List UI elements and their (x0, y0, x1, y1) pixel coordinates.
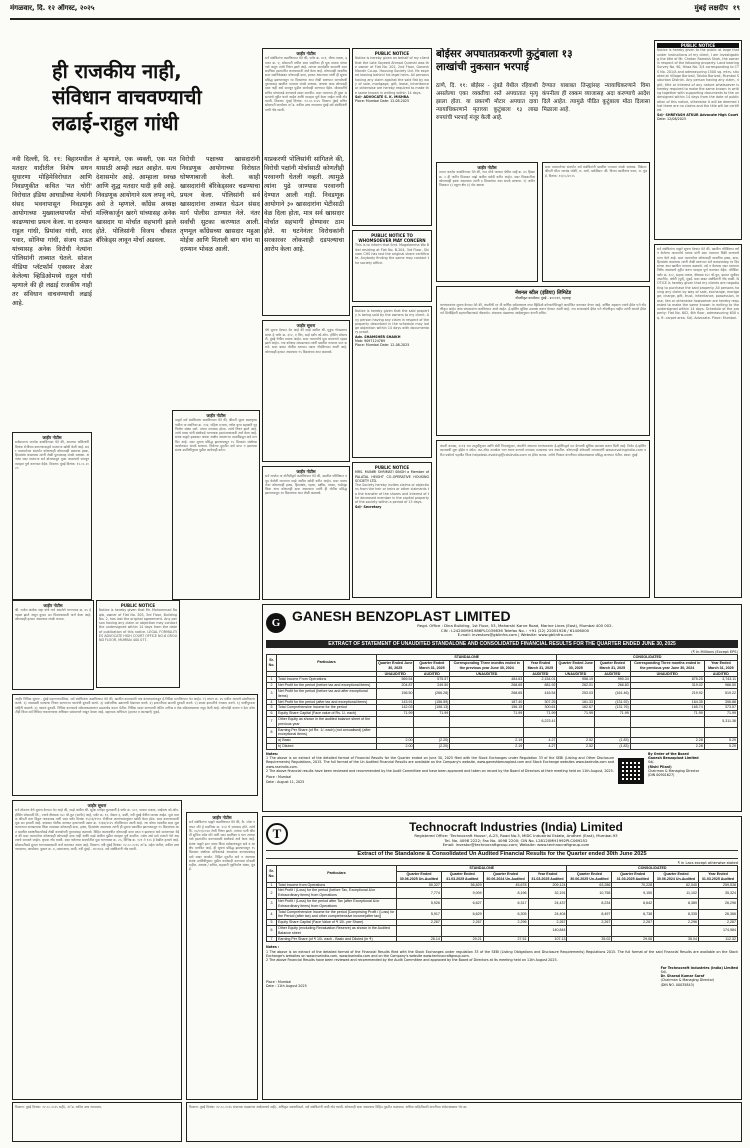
table-cell: 2,267 (612, 920, 654, 926)
column-header: Quarter Ended 30.06.2025 Un-Audited (397, 871, 442, 882)
row-particulars: Other Equity (excluding Revaluation Reserve) as shown in the Audited Balance sheet (277, 925, 397, 936)
table-row (267, 688, 738, 699)
table-cell: 2,267 (441, 920, 483, 926)
table-row (267, 716, 738, 727)
column-header: Year Ended March 31, 2025 (524, 660, 557, 671)
technocraft-ad: T Technocraft Industries (India) Limited Registered Office: 'Technocraft House', A-25, Road No.3, MIDC Industrial Estate, Andheri (East), Mumbai-93 Tel. No. 4098 2222; Fax No. 4098 2200; CIN No. L28120MH1992PLC069252 Email: investor@technocraftgroup.com; Website: www.technocraftgroup.com Extract of the Standalone & Consolidated Un Audited Financial Results for the Quarter ended 30th June 2025 ₹ in Lacs except otherwise stated Sr. No. Particulars STANDALONE CONSOLIDATED Quarter Ended 30.06.2025 Un-Audited Quarter Ended 31.03.2025 Audited Quarter Ended 30.06.2024 Un-Audited Year Ended 31.03.2025 Audited Quarter Ended 30.06.2025 Un-Audited Quarter Ended 31.03.2025 Audited Quarter Ended 30.06.2024 Un-Audited Year Ended 31.03.2025 Audited 1 Total Income from Operations 50,327 56,829 45,678 209,124 63,286 70,228 62,040 259,538 2 Net Profit / (Loss) for the period (before Tax, Exceptional &/or Extraordinary items) from Operations 7,774 9,009 8,196 32,191 10,758 9,150 11,102 35,324 3 Net Profit / (Loss) for the period after Tax (after Exceptional &/or Extraordinary items) from Operations 5,926 6,627 6,317 24,437 8,234 6,642 8,389 26,296 4 Total Comprehensive Income for the period [Comprising Profit / (Loss) for the Period (after tax) and other comprehensive income(after tax)] 5,917 6,629 6,305 24,404 8,497 6,738 8,335 26,366 5 Equity Share Capital (Face Value of ₹ 10/- per Share) 2,267 2,267 2,296 2,267 2,267 2,267 2,296 2,267 6 Other Equity (excluding Revaluation Reserve) as shown in the Audited Balance sheet 140,844 174,984 7 Earning Per Share (of ₹ 10/- each - Basic and Diluted (in ₹) 26.14 29.21 27.51 107.13 35.02 29.06 35.04 112.32 Notes : 1 The above is an extract of the detailed format of the Financial Results filed with the Stock Exchanges under regulation 33 of the SEBI (Listing Obligations and Disclosure Requirements) Regulations 2015. The full format of the said Financial Results are available on the Stock Exchange's websites on www.nseindia.com, www.bseindia.com and on the Company's website www.technocraftgroup.com. 2 The above Financial Results have been reviewed and recommended by the Audit Committee and approved by the Board of Directors at its meeting held on 11th August 2025. Place : Mumbai Date : 11th August 2025 For Technocraft Industries (India) Limited Sd/- Dr. Sharad Kumar Saraf (Chairman & Managing Director) (DIN NO. 00035843) (262, 816, 742, 1100)
flood-para-2: देण्यात याबाबत तिन्ह्यांसह न्यायाधिकरणाने विमा कंपनीला ही रक्कम व्याजासह अदा करण्याचे आदेश दिले आहेत. त्यामुळे पीडित कुटुंबाला मोठा दिलासा मिळाला आहे. (542, 83, 650, 113)
table-row (267, 936, 738, 942)
table-cell: 2.52 (557, 743, 594, 749)
column-header: Quarter Ended 30.06.2024 Un-Audited (654, 871, 699, 882)
table-cell: 6,305 (483, 909, 528, 920)
table-cell (704, 727, 737, 738)
column-header: Quarter Ended 30.06.2025 Un-Audited (567, 871, 612, 882)
jahir-suchana-1: जाहीर सूचना येथे सूचना देण्यात येत आहे की माझे अशील श्री. मुकुंद गोपाळराव बापट हे फ्लॅट क्र. ३०२, ए विंग, साई दर्शन को-ऑप. हौसिंग सोसायटी, मुंबई येथील मालक आहेत. सदर मालमत्तेचे मूळ करारनामे गहाळ झाले आहेत. ज्या कोणास सापडल्यास त्यांनी खालील पत्त्यावर परत करावे. सदर बाबत पोलीस ठाण्यात तक्रार नोंदविण्यात आली आहे. कोणासही हरकत असल्यास १५ दिवसांच्या आत कळवावे. (262, 320, 350, 462)
row-particulars: Earning Per Share (of Re. 1/- each) (not annualised) (after exceptional items) (277, 727, 377, 738)
row-particulars: Other Equity as shown in the audited balance sheet of the previous year (277, 716, 377, 727)
table-cell: 162.67 (557, 705, 594, 711)
table-cell: 990.34 (594, 677, 630, 683)
table-cell: 2.28 (630, 738, 704, 744)
row-sr: 6 (267, 925, 277, 936)
masthead-paper: मुंबई लक्षदीप (694, 4, 728, 12)
table-cell: 6,738 (612, 909, 654, 920)
table-cell: 35.04 (654, 936, 699, 942)
table-cell: 26,366 (698, 909, 737, 920)
row-particulars: Net Profit for the period (before tax and after exceptional items) (277, 688, 377, 699)
ganesh-name: GANESH BENZOPLAST LIMITED (292, 608, 511, 624)
column-header: Quarter Ended June 30, 2025 (558, 660, 593, 670)
column-header: Quarter Ended 30.06.2024 Un-Audited (483, 871, 528, 882)
column-header: Corresponding Three months ended in the previous year June 30, 2024 (450, 660, 524, 671)
row-particulars: Earning Per Share (of ₹ 10/- each - Basic and Diluted (in ₹) (277, 936, 397, 942)
table-cell: 5,311.36 (704, 716, 737, 727)
table-cell (557, 727, 594, 738)
table-cell: 259,538 (698, 882, 737, 888)
table-cell: 142.03 (377, 705, 414, 711)
row-sr: 5 (267, 920, 277, 926)
row-particulars: Net Profit / (Loss) for the period after Tax (after Exceptional &/or Extraordinary items) from Operations (277, 898, 397, 909)
table-cell: 161.33 (557, 699, 594, 705)
national-steel-notice-2: कंपनी कायदा, २०१३ च्या तरतुदींनुसार आणि सेबी नियमांनुसार, कंपनीने आपल्या भागधारकांना ई-व्होटिंगद्वारे मत देण्याची सुविधा उपलब्ध करून दिली आहे. रिमोट ई-व्होटिंग कालावधी सुरू होईल व संपेल. कट-ऑफ तारखेला भाग धारण करणारे सभासद मतदानास पात्र असतील. कोणत्याही शंकेसाठी सभासदांनी www.evotingindia.com वरील प्रश्नोत्तरे पहावीत किंवा helpdesk.evoting@cdslindia.com वर ईमेल करावा. सभेचे निकाल कंपनीच्या संकेतस्थळावर प्रसिद्ध करण्यात येतील. स्थळ: मुंबई (436, 440, 650, 598)
row-sr (267, 743, 277, 749)
technocraft-results-table: Sr. No. Particulars STANDALONE CONSOLIDATED Quarter Ended 30.06.2025 Un-Audited Quarter Ended 31.03.2025 Audited Quarter Ended 30.06.2024 Un-Audited Year Ended 31.03.2025 Audited Quarter Ended 30.06.2025 Un-Audited Quarter Ended 31.03.2025 Audited Quarter Ended 30.06.2024 Un-Audited Year Ended 31.03.2025 Audited 1 Total Income from Operations 50,327 56,829 45,678 209,124 63,286 70,228 62,040 259,538 2 Net Profit / (Loss) for the period (before Tax, Exceptional &/or Extraordinary items) from Operations 7,774 9,009 8,196 32,191 10,758 9,150 11,102 35,324 3 Net Profit / (Loss) for the period after Tax (after Exceptional &/or Extraordinary items) from Operations 5,926 6,627 6,317 24,437 8,234 6,642 8,389 26,296 4 Total Comprehensive Income for the period [Comprising Profit / (Loss) for the Period (after tax) and other comprehensive income(after tax)] 5,917 6,629 6,305 24,404 8,497 6,738 8,335 26,366 5 Equity Share Capital (Face Value of ₹ 10/- per Share) 2,267 2,267 2,296 2,267 2,267 2,267 2,296 2,267 6 Other Equity (excluding Revaluation Reserve) as shown in the Audited Balance sheet 140,844 174,984 7 Earning Per Share (of ₹ 10/- each - Basic and Diluted (in ₹) 26.14 29.21 27.51 107.13 35.02 29.06 35.04 112.32 (266, 865, 738, 942)
table-cell: 26.14 (397, 936, 442, 942)
table-cell (612, 925, 654, 936)
row-sr: 5 (267, 705, 277, 711)
row-sr: 6 (267, 711, 277, 717)
table-cell: 62,040 (654, 882, 699, 888)
table-cell: 8,196 (483, 888, 528, 899)
table-cell: 966.50 (704, 683, 737, 689)
table-cell: 165.74 (630, 705, 704, 711)
table-cell: 2.00 (377, 743, 414, 749)
row-particulars: Net Profit for the period (after tax and exceptional items) (277, 699, 377, 705)
table-cell: 174,984 (698, 925, 737, 936)
table-cell: 2.28 (630, 743, 704, 749)
table-row (267, 909, 738, 920)
column-header: Quarter Ended March 31, 2025 (594, 660, 630, 671)
right-notice-column: सर्व संबंधितांना याद्वारे सूचना देण्यात येते की, खालील परिशिष्टात वर्णन केलेल्या मालमत्तेचे मालक यांनी सदर मालमत्ता विक्री करण्याचे मान्य केले आहे. सदर मालमत्तेवर कोणत्याही व्यक्तीचा हक्क, दावा, हितसंबंध असल्यास त्यांनी लेखी स्वरूपात सर्व कागदपत्रांसह १४ दिवसांच्या आत खालील पत्त्यावर कळवावे. तसे न केल्यास सदर मालमत्ता निर्वेध असल्याचे गृहीत धरून व्यवहार पूर्ण करण्यात येईल. परिशिष्ट: फ्लॅट क्र. ६०२, सहावा मजला, क्षेत्रफळ ६५० चौ.फूट, इमारत सूर्योदय अपार्टमेंट, अंधेरी (पूर्व), मुंबई. सदर बाबत संबंधितांनी नोंद घ्यावी. NOTICE is hereby given that my clients are negotiating to purchase the said property. All persons having any claim by way of sale, exchange, mortgage, charge, gift, trust, inheritance, possession, lease, lien or otherwise howsoever are hereby requested to make the same known in writing to the undersigned within 14 days. Schedule of the property: Flat No. 602, 6th floor, admeasuring 650 sq. ft. carpet area. Sd/- Advocate. Place: Mumbai. (654, 244, 742, 598)
table-cell: (266.28) (414, 688, 450, 699)
row-sr: 3 (267, 688, 277, 699)
table-cell: 219.92 (630, 688, 704, 699)
public-notice-2: PUBLIC NOTICE TO WHOMSOEVER MAY CONCERN This is to inform that Smt. Mogalamma Wo Bikel residing at Flat No. B-204, 3rd Floor, Shivam CHS has lost the original share certificate. Anybody finding the same may contact the society office. (352, 230, 432, 302)
row-sr: 3 (267, 898, 277, 909)
table-row (267, 743, 738, 749)
table-cell: 6,642 (612, 898, 654, 909)
table-cell: 253.03 (557, 688, 594, 699)
ganesh-results-table: Sr. No. Particulars STANDALONE CONSOLIDATED Quarter Ended June 30, 2025 Quarter Ended March 31, 2025 Corresponding Three months ended in the previous year June 30, 2024 Year Ended March 31, 2025 Quarter Ended June 30, 2025 Quarter Ended March 31, 2025 Corresponding Three months ended in the previous year June 30, 2024 Year Ended March 31, 2025 UNAUDITED AUDITED UNAUDITED AUDITED UNAUDITED AUDITED UNAUDITED AUDITED 1 Total Income From Operations 569.54 575.57 484.63 2,154.01 956.19 990.34 875.25 3,743.11 2 Net Profit for the period (before tax and exceptional items) 204.87 249.50 268.65 881.92 262.01 266.83 319.02 966.50 3 Net Profit for the period (before tax and after exceptional items) 156.50 (266.28) 268.65 416.54 253.03 (161.46) 219.92 519.22 4 Net Profit for the period (after tax and exceptional items) 143.91 (156.59) 187.40 307.25 161.33 (131.92) 164.35 396.88 5 Total Comprehensive Income for the period 142.03 (158.13) 156.15 300.61 162.67 (131.76) 165.74 373.57 6 Equity Share Capital (Face value of Rs. 1/- each) 71.99 71.99 71.99 71.99 71.99 71.99 71.99 71.99 7 Other Equity as shown in the audited balance sheet of the previous year 6,223.41 5,311.36 8 Earning Per Share (of Re. 1/- each) (not annualised) (after exceptional items) a) Basic 2.00 (2.20) 2.19 4.27 2.52 (1.83) 2.28 5.29 b) Diluted 2.00 (2.20) 2.19 4.27 2.52 (1.83) 2.28 5.29 (266, 654, 738, 750)
public-notice-3: Notice is hereby given that the said property is being sold by the owners to my client. Any person having any claim in respect of the property described in the schedule may lodge objection within 14 days with documentary proof. Adv. SHAMSHER SHAIKH Mob: 9097124769 Place: Mumbai Date: 12-08-2025 (352, 306, 432, 458)
public-notice-4: PUBLIC NOTICE MRS. MUNMI SHRIMATI SINGH a Member of PALATAL HEIGHT CO-OPERATIVE HOUSING SOCIETY LTD. The Society hereby invites claims or objections from the heir or heirs or other claimants to the transfer of the shares and interest of the deceased member in the capital property of the society within a period of 15 days. Sd/- Secretary (352, 462, 432, 598)
row-particulars: Net Profit / (Loss) for the period (before Tax, Exceptional &/or Extraordinary items) from Operations (277, 888, 397, 899)
column-status: UNAUDITED (557, 671, 594, 677)
column-header: Year Ended March 31, 2025 (704, 660, 737, 671)
table-cell: 156.50 (377, 688, 414, 699)
row-particulars: Total Income from Operations (277, 882, 397, 888)
table-cell (414, 716, 450, 727)
table-cell (594, 727, 630, 738)
bottom-left-strip: ठिकाण: मुंबई दिनांक: १२.०८.२०२५ सही/- अॅड. वकील उच्च न्यायालय. (12, 1102, 182, 1142)
flood-headline: बोईसर अपघातप्रकरणी कुटुंबाला १३ लाखांची नुकसान भरपाई (436, 48, 573, 73)
masthead-date: मंगळवार, दि. १२ ऑगस्ट, २०२५ (10, 4, 95, 12)
table-cell: 24,404 (528, 909, 567, 920)
column-status: UNAUDITED (450, 671, 524, 677)
table-cell: 3,743.11 (704, 677, 737, 683)
jahir-suchana-bottom: जाहीर सूचना सर्व लोकांना येथे सूचना देण्यात येत आहे की, माझे अशील श्री. सुरेश मनोहर कुलकर्णी हे फ्लॅट क्र. ५०१, पाचवा मजला, साईनाथ को-ऑप. हौसिंग सोसायटी लि., ज्याचे क्षेत्रफळ ५५० चौ.फूट (कार्पेट) आहे, प्लॉट क्र. १२, सेक्टर ३, वाशी, नवी मुंबई येथील मालक आहेत. मूळ मालक श्रीमती लता विठ्ठल गायकवाड यांनी सदर फ्लॅट दिनांक १५/०३/१९९८ रोजीच्या करारनाम्यानुसार खरेदी केला होता. सदर करारनाम्याची मूळ प्रत हरवली आहे. याबाबत पोलीस ठाण्यात हरवल्याची तक्रार क्र. १२३४/२०२५ नोंदविण्यात आली आहे. जर कोणा व्यक्तीस सदर मूळ करारनामा सापडल्यास किंवा त्याबाबत कोणताही दावा, हक्क, हितसंबंध असल्यास त्यांनी ही सूचना प्रकाशित झाल्यापासून १५ दिवसांच्या आत खालील स्वाक्षरीकर्त्याकडे लेखी कागदोपत्री पुराव्यांसह कळवावे. विहित कालावधीत कोणताही दावा प्राप्त न झाल्यास असे समजण्यात येईल की सदर मालमत्तेवर कोणाचाही कोणताही दावा नाही आणि माझे अशील पुढील व्यवहार पूर्ण करतील. तसेच असे दावे त्यागले गेले असल्याचे समजले जाईल. कृपया नोंद घ्यावी. सदर फ्लॅटच्या संदर्भातील मूळ भागपत्रक क्र. २५, विभिन्न क्र. १२१ ते १२५ हे देखील हरवले आहे. सोसायटीकडे दुय्यम भागपत्रकासाठी अर्ज करण्यात आला आहे. ठिकाण: नवी मुंबई दिनांक: १२.०८.२०२५ अॅड. महेश पाटील, वकील उच्च न्यायालय, कार्यालय: दुकान क्र. ४, तळमजला, वाशी, नवी मुंबई - ४००७०३. सर्व संबंधितांनी नोंद घ्यावी. (12, 800, 182, 1100)
tender-notice: जाहीर निविदा सूचना - मुंबई महानगरपालिका. सर्व संबंधितांना कळविण्यात येते की, खालील कामासाठी पात्र कंत्राटदारांकडून ई-निविदा मागविण्यात येत आहेत. १) प्रभाग क्र. ४५ मधील रस्त्यांचे डांबरीकरण करणे. २) पावसाळी पाण्याचा निचरा करणाऱ्या गटारांची दुरुस्ती करणे. ३) सार्वजनिक उद्यानाची देखभाल करणे. ४) इमारतीच्या छताची दुरुस्ती करणे. ५) शाळा इमारतीचे रंगकाम करणे. ६) पाणीपुरवठा वाहिनी बदलणे. ७) पदपथ दुरुस्ती. निविदा कागदपत्रे संकेतस्थळावरून डाउनलोड करता येतील. निविदा सादर करण्याची अंतिम तारीख व वेळ संकेतस्थळावर नमूद केली आहे. कोणतेही कारण न देता कोणतीही किंवा सर्व निविदा नाकारण्याचा अधिकार प्रशासनाने राखून ठेवला आहे. सहाय्यक अभियंता (इमारत व कारखाने) मुंबई. (12, 694, 258, 796)
table-cell: 396.88 (704, 699, 737, 705)
jahir-notice-2: जाहीर नोटीस सर्व जनतेस या नोटीसीद्वारे कळविण्यात येते की, खालील परिशिष्टात नमूद केलेली मालमत्ता माझे अशील खरेदी करीत आहेत. सदर मालमत्तेवर कोणाचाही हक्क, हितसंबंध, गहाण, बक्षीस, वारसा, भाडेपट्टा किंवा अन्य कोणताही दावा असल्यास त्यांनी ही नोटीस प्रसिद्ध झाल्यापासून १४ दिवसांच्या आत लेखी कळवावे. (262, 466, 350, 600)
table-cell: (131.92) (594, 699, 630, 705)
table-cell: 416.54 (524, 688, 557, 699)
table-cell: 881.92 (524, 683, 557, 689)
table-cell: 45,678 (483, 882, 528, 888)
jahir-notice-1: जाहीर नोटीस सर्व संबंधितांना कळविण्यात येते की, फ्लॅट क्र. ४०१, चौथा मजला, इमारत क्र. ए, सोसायटी मधील सदर सदनिका ही मूळ मालक यांच्या नावे असून त्यांचे निधन झाले आहे. त्यांच्या कायदेशीर वारसांनी सदर सदनिका हस्तांतरित करण्यासाठी अर्ज केला आहे. कोणत्याही व्यक्तीस सदर सदनिकेबाबत कोणताही दावा, हरकत असल्यास त्यांनी ही सूचना प्रसिद्ध झाल्यापासून १४ दिवसांच्या आत लेखी स्वरूपात कागदोपत्री पुराव्यासह खालील पत्त्यावर संपर्क साधावा. अन्यथा असा कोणताही दावा नाही असे समजून पुढील कार्यवाही करण्यात येईल. सोसायटीचे सचिव यांच्याकडे कागदपत्रे सादर करावीत. सदर मालमत्ता ही मुक्त असल्याचे गृहीत धरले जाईल आणि व्यवहार पूर्ण केला जाईल याची नोंद घ्यावी. ठिकाण: मुंबई दिनांक: १२.०८.२०२५ ठिकाण मुंबई सचिव सोसायटी कार्यालय अॅड. वकील उच्च न्यायालय मुंबई सर्व संबंधितांनी याची नोंद घ्यावी. (262, 48, 350, 316)
table-cell: 9,009 (441, 888, 483, 899)
table-cell (567, 925, 612, 936)
table-cell: (161.46) (594, 688, 630, 699)
table-cell (594, 716, 630, 727)
table-cell: 209,124 (528, 882, 567, 888)
table-cell: 2,267 (567, 920, 612, 926)
column-status: UNAUDITED (630, 671, 704, 677)
row-sr: 8 (267, 727, 277, 738)
table-cell: 575.57 (414, 677, 450, 683)
table-cell: 71.99 (594, 711, 630, 717)
table-cell: 35,324 (698, 888, 737, 899)
lead-para-4: याप्रकरणी पोलिसांनी सांगितले की, विरोधी पक्षांनी मोर्चासाठी कोणतीही परवानगी घेतली नव्हती. त्यामुळे त्यांना पुढे जाण्यास परवानगी देण्यात आली नाही. निवडणूक आयोगाने ३० खासदारांना भेटीसाठी वेळ दिला होता, मात्र सर्व खासदार मोर्चात सहभागी होण्यावर ठाम होते. या घटनेनंतर विरोधकांनी सरकारवर लोकशाही दडपल्याचा आरोप केला आहे. (264, 156, 344, 253)
row-particulars: Equity Share Capital (Face Value of ₹ 10/- per Share) (277, 920, 397, 926)
technocraft-title: Extract of the Standalone & Consolidated Un Audited Financial Results for the Quarter ended 30th June 2025 (266, 850, 738, 859)
table-cell: 35.02 (567, 936, 612, 942)
table-cell: 2.00 (377, 738, 414, 744)
table-cell: 187.40 (450, 699, 524, 705)
jahir-notice-4: जाहीर नोटीस सर्वसामान्य जनतेस कळविण्यात येते की, आमच्या अशिलांनी दिनांक रोजीच्या करारनाम्याद्वारे मालमत्ता खरेदी केली आहे. सदर मालमत्तेच्या संदर्भात कोणाचाही कोणत्याही प्रकारचा हक्क, हितसंबंध असल्यास त्यांनी लेखी पुराव्यासह संपर्क साधावा. अन्यथा सदर मालमत्ता सर्व बोजापासून मुक्त असल्याचे समजून व्यवहार पूर्ण करण्यात येईल. ठिकाण: मुंबई दिनांक: १२.०८.२०२५ (12, 432, 92, 600)
table-cell: 7,774 (397, 888, 442, 899)
table-cell (630, 716, 704, 727)
table-cell: 5.29 (704, 743, 737, 749)
column-status: AUDITED (594, 671, 630, 677)
table-cell (377, 727, 414, 738)
column-header: Year Ended 31.03.2025 Audited (528, 871, 567, 882)
table-cell: 5.29 (704, 738, 737, 744)
table-cell: 70,228 (612, 882, 654, 888)
row-sr: 4 (267, 909, 277, 920)
table-cell: (131.76) (594, 705, 630, 711)
table-cell: (1.83) (594, 743, 630, 749)
table-cell: 71.99 (630, 711, 704, 717)
row-particulars: Total Income From Operations (277, 677, 377, 683)
row-particulars: b) Diluted (277, 743, 377, 749)
table-cell: 266.83 (594, 683, 630, 689)
column-status: AUDITED (704, 671, 737, 677)
table-cell (397, 925, 442, 936)
row-sr: 4 (267, 699, 277, 705)
table-cell: 71.99 (450, 711, 524, 717)
table-cell: 29.06 (612, 936, 654, 942)
table-cell: 2,267 (698, 920, 737, 926)
jahir-notice-7: सदर मालमत्तेच्या संदर्भात सर्व संबंधितांनी खालील पत्त्यावर संपर्क साधावा. विक्रेता: श्रीमती सीता रामचंद्र जोशी, रा. ठाणे. खरेदीदार: श्री. विजय काशीनाथ पवार, रा. मुंबई. दिनांक: १२/०८/२०२५ (542, 162, 650, 282)
row-particulars: a) Basic (277, 738, 377, 744)
lead-para-3: विरोधी पक्षाच्या खासदारांनी निवडणूक आयोगाच्या विरोधात घोषणाबाजी केली. काही खासदारांनी बॅरिकेड्सवर चढण्याचा प्रयत्न केला. पोलिसांनी सर्व खासदारांना ताब्यात घेऊन संसद मार्ग पोलीस ठाण्यात नेले. नंतर सर्वांची सुटका करण्यात आली. तृणमूल काँग्रेसच्या खासदार महुआ मोईत्रा आणि मिताली बाग यांना या दरम्यान भोवळ आली. (180, 156, 260, 253)
jahir-notice-6: जाहीर नोटीस तमाम जनतेस कळविण्यात येते की, गाव मौजे पालघर येथील सर्व्हे क्र. ४५ हिस्सा क्र. २ ही जमीन मिळकत माझे अशील खरेदी करीत आहेत. सदर मिळकतीवर कोणाचाही हक्क असल्यास त्यांनी ७ दिवसांच्या आत संपर्क साधावा. १) जमीन मिळकत २) एकूण क्षेत्र ३) पोट खराबा (436, 162, 538, 282)
table-cell: 71.99 (524, 711, 557, 717)
table-cell: 2,267 (528, 920, 567, 926)
column-header: Corresponding Three months ended in the previous year June 30, 2024 (630, 660, 704, 671)
jahir-notice-5: जाहीर नोटीस श्री. राजेश अशोक शहा यांचे नावे असलेले भागपत्रक क्र. ४५ हे गहाळ झाले असून दुय्यम प्रत मिळण्यासाठी अर्ज केला आहे. कोणासही हरकत असल्यास संपर्क करावा. (12, 600, 94, 690)
table-row (267, 727, 738, 738)
lead-para-2: ते म्हणाले, एक व्यक्ती, एक मत यासाठी आम्ही लढत आहोत. सत्य देशासमोर आहे. आम्हाला स्वच्छ आणि शुद्ध मतदार यादी हवी आहे. निवडणूक आयोगाने सत्य लपवू नये, असे ते म्हणाले. काँग्रेस अध्यक्ष मल्लिकार्जुन खरगे यांच्यासह अनेक खासदार या मोर्चात सहभागी झाले होते. पोलिसांनी विजय चौकात बॅरिकेड्स लावून मोर्चा अडवला. (96, 156, 176, 244)
table-cell: 50,327 (397, 882, 442, 888)
public-notice-1: PUBLIC NOTICE Notice is hereby given on behalf of my client that the Late Sayeed Ahmad Qureshi was the owner of Flat No. 201, 2nd Floor, Ganesh Mandir Co-op. Housing Society Ltd. He expired leaving behind his legal heirs. All persons having any claim against the said flat by way of sale, mortgage, gift, lease, inheritance or otherwise are hereby required to make the same known in writing within 14 days. Sd/- ADVOCATE S. K. MISHRA Place: Mumbai Date: 12.08.2025 (352, 48, 432, 226)
table-cell: (1.83) (594, 738, 630, 744)
table-cell: 63,286 (567, 882, 612, 888)
table-cell: 6,223.41 (524, 716, 557, 727)
table-row (267, 888, 738, 899)
ganesh-title: EXTRACT OF STATEMENT OF UNAUDITED STANDALONE AND CONSOLIDATED FINANCIAL RESULTS FOR THE QUARTER ENDED JUNE 30, 2025 (266, 640, 738, 648)
table-cell: 27.51 (483, 936, 528, 942)
table-cell: 156.15 (450, 705, 524, 711)
table-cell: (158.13) (414, 705, 450, 711)
table-cell: 2,296 (483, 920, 528, 926)
table-cell: 569.54 (377, 677, 414, 683)
table-cell: 2,267 (397, 920, 442, 926)
table-cell: 6,629 (441, 909, 483, 920)
lead-headline: ही राजकीय नाही, संविधान वाचवण्याची लढाई-राहुल गांधी (52, 59, 202, 135)
column-header: Quarter Ended 31.03.2025 Audited (441, 871, 483, 882)
table-cell (483, 925, 528, 936)
qr-code-icon (618, 758, 644, 784)
table-cell: 10,758 (567, 888, 612, 899)
table-cell (630, 727, 704, 738)
table-cell: 2,154.01 (524, 677, 557, 683)
table-cell: 71.99 (557, 711, 594, 717)
column-status: UNAUDITED (377, 671, 414, 677)
technocraft-logo-icon: T (266, 823, 288, 845)
national-steel-notice: नॅशनल स्टील (इंडिया) लिमिटेड नोंदणीकृत कार्यालय: मुंबई - ४०००२१, महाराष्ट्र भागधारकांना सूचना देण्यात येते की, कंपनीची ४१ वी वार्षिक सर्वसाधारण सभा व्हिडिओ कॉन्फरन्सिंगद्वारे आयोजित करण्यात येणार आहे. वार्षिक अहवाल ज्यांचे ईमेल पत्ते नोंदणीकृत आहेत अशा सभासदांना पाठविण्यात आले आहेत. ई-व्होटिंग सुविधा उपलब्ध करून देण्यात आली आहे. ज्या सभासदांचे ईमेल पत्ते नोंदणीकृत नाहीत त्यांनी आपले ईमेल पत्ते डिपॉझिटरी सहभागीदाराकडे नोंदवावेत. संचालक मंडळाच्या आदेशानुसार कंपनी सचिव. (436, 286, 650, 436)
table-cell: 307.25 (524, 699, 557, 705)
public-notice-eng-1: PUBLIC NOTICE Notice is hereby given that Mr. Mohammad Raqib, owner of Flat No. 305, 3rd Floor, Building No. 2, has lost the original agreement. Any person having any claim or objection may contact the undersigned within 14 days from the date of publication of this notice. LEGAL FORMALITIES ADVOCATE HIGH COURT OFFICE NO.6 GROUND FLOOR, MUMBAI 400 077. (96, 600, 180, 688)
table-cell: 6,317 (483, 898, 528, 909)
column-status: AUDITED (414, 671, 450, 677)
table-cell: 71.99 (414, 711, 450, 717)
bottom-strip-notice: ठिकाण: मुंबई दिनांक: १२.०८.२०२५ संचालक मंडळाच्या आदेशान्वये सही/- अधिकृत स्वाक्षरीकर्ता. सर्व संबंधितांनी याची नोंद घ्यावी. कोणताही दावा असल्यास विहित मुदतीत कळवावा. अधिक माहितीसाठी कंपनीच्या संकेतस्थळास भेट द्या. (186, 1102, 742, 1142)
lead-para-1: नवी दिल्ली, दि. ११: बिहारमधील मतदार यादीतील विशेष सघन सुधारणा मोहिमेविरोधात आणि निवडणुकीत कथित 'मत चोरी' विरोधात इंडिया आघाडीच्या नेत्यांनी संसद भवनापासून निवडणूक आयोगाच्या मुख्यालयापर्यंत मोर्चा काढण्याचा प्रयत्न केला. या दरम्यान राहुल गांधी, प्रियांका गांधी, शरद पवार, सोनिया गांधी, संजय राऊत यांच्यासह अनेक विरोधी नेत्यांना पोलिसांनी ताब्यात घेतले. सोशल मीडिया प्लॅटफॉर्म एक्सवर शेअर केलेल्या व्हिडिओमध्ये राहुल गांधी म्हणाले की ही लढाई राजकीय नाही तर संविधान वाचवण्याची लढाई आहे. (12, 156, 92, 307)
table-cell: 2.19 (450, 743, 524, 749)
table-cell: 8,389 (654, 898, 699, 909)
table-cell: 112.32 (698, 936, 737, 942)
table-cell (450, 727, 524, 738)
ganesh-benzoplast-ad: G GANESH BENZOPLAST LIMITED Regd. Office : Dina Building, 1st Floor, 53, Maharshi Karve Road, Marine Lines (East), Mumbai 400 002. CIN : L24200MH1986PLC039836 Telefax No. : +91 (22) 22001928 / 61406000 E-mail: investors@gblinfra.com | Website: www.gblinfra.com EXTRACT OF STATEMENT OF UNAUDITED STANDALONE AND CONSOLIDATED FINANCIAL RESULTS FOR THE QUARTER ENDED JUNE 30, 2025 (₹ In Millions (Except EPS) Sr. No. Particulars STANDALONE CONSOLIDATED Quarter Ended June 30, 2025 Quarter Ended March 31, 2025 Corresponding Three months ended in the previous year June 30, 2024 Year Ended March 31, 2025 Quarter Ended June 30, 2025 Quarter Ended March 31, 2025 Corresponding Three months ended in the previous year June 30, 2024 Year Ended March 31, 2025 UNAUDITED AUDITED UNAUDITED AUDITED UNAUDITED AUDITED UNAUDITED AUDITED 1 Total Income From Operations 569.54 575.57 484.63 2,154.01 956.19 990.34 875.25 3,743.11 2 Net Profit for the period (before tax and exceptional items) 204.87 249.50 268.65 881.92 262.01 266.83 319.02 966.50 3 Net Profit for the period (before tax and after exceptional items) 156.50 (266.28) 268.65 416.54 253.03 (161.46) 219.92 519.22 4 Net Profit for the period (after tax and exceptional items) 143.91 (156.59) 187.40 307.25 161.33 (131.92) 164.35 396.88 5 Total Comprehensive Income for the period 142.03 (158.13) 156.15 300.61 162.67 (131.76) 165.74 373.57 6 Equity Share Capital (Face value of Rs. 1/- each) 71.99 71.99 71.99 71.99 71.99 71.99 71.99 71.99 7 Other Equity as shown in the audited balance sheet of the previous year 6,223.41 5,311.36 8 Earning Per Share (of Re. 1/- each) (not annualised) (after exceptional items) a) Basic 2.00 (2.20) 2.19 4.27 2.52 (1.83) 2.28 5.29 b) Diluted 2.00 (2.20) 2.19 4.27 2.52 (1.83) 2.28 5.29 Notes: 1 The above is an extract of the detailed format of Financial Results for the Quarter ended on June 30, 2025 filed with the Stock Exchanges under Regulation 33 of the SEBI (Listing and Other Disclosure Requirements) Regulations, 2015. The full format of the Un Audited Financial Results are available on the Company's website, www.ganeshbenzoplast.com and Stock Exchange websites www.bseindia.com and www.nseindia.com. 2 The above financial results have been reviewed and recommended by the Audit Committee and have been approved and taken on record by the Board of Directors at their meeting held on 11th August, 2025. Place : Mumbai Date : August 11, 2025 By Order of the Board Ganesh Benzoplast Limited Sd/- (Rishi Pilani) Chairman & Managing Director (DIN 00901627) (262, 604, 742, 812)
column-header: Quarter Ended June 30, 2025 (378, 660, 413, 670)
masthead-rule (10, 18, 740, 20)
table-row (267, 925, 738, 936)
table-cell: 4.27 (524, 738, 557, 744)
table-cell: 8,335 (654, 909, 699, 920)
table-cell: 164.35 (630, 699, 704, 705)
table-cell: 56,829 (441, 882, 483, 888)
table-cell: 9,150 (612, 888, 654, 899)
row-particulars: Total Comprehensive Income for the period (277, 705, 377, 711)
table-cell: 140,844 (528, 925, 567, 936)
public-notice-right: PUBLIC NOTICE Notice is hereby given to the public at large that under instructions of my client, I am investigating the title of Mr. Chetan Ramesh Shah, the owner in respect of the following property: Land bearing Survey No. 90, Hissa No. 3/4 corresponding to CTS No. 201/A and admeasuring 1500 sq. mtrs. situated at Village Borivali, Taluka Borivali, Mumbai Suburban District. Any person having any claim, right, title or interest of any nature whatsoever is hereby required to make the same known in writing together with supporting documents to the undersigned within 14 days from the date of publication of this notice, otherwise it will be deemed that there are no claims and the title will be certified. Sd/- SHREYASH ATKUR Advocate High Court Date: 12/08/2025 (654, 40, 742, 240)
table-cell: 319.02 (630, 683, 704, 689)
table-cell: 71.99 (704, 711, 737, 717)
column-header: Year Ended 31.03.2025 Audited (698, 871, 737, 882)
table-cell: (2.20) (414, 743, 450, 749)
table-cell (557, 716, 594, 727)
table-cell: 32,191 (528, 888, 567, 899)
table-cell: 519.22 (704, 688, 737, 699)
table-cell: 24,437 (528, 898, 567, 909)
table-cell: 6,627 (441, 898, 483, 909)
table-cell: 5,926 (397, 898, 442, 909)
table-cell: 262.01 (557, 683, 594, 689)
row-sr: 2 (267, 888, 277, 899)
table-cell: 2,296 (654, 920, 699, 926)
table-cell: 143.91 (377, 699, 414, 705)
jahir-notice-bottom-mid: जाहीर नोटीस सर्व संबंधितांना याद्वारे कळविण्यात येते की, कै. रमेश गणपत मोरे हे सदनिका क्र. २०३ चे सभासद होते. त्यांचे दि. ०५/०१/२०२४ रोजी निधन झाले. त्यांच्या पत्नी श्रीमती सुनिता रमेश मोरे यांनी सदर सदनिका व भाग त्यांच्या नावे हस्तांतरित करण्यासाठी संस्थेकडे अर्ज केला आहे. संस्था याद्वारे इतर वारस किंवा दावेदारांकडून दावे व आक्षेप मागवित आहे. ही सूचना प्रसिद्ध झाल्यापासून १५ दिवसांत संस्थेच्या सचिवाकडे आवश्यक कागदपत्रांसह दावे सादर करावेत. विहित मुदतीत दावे न आल्यास संस्था उपविधीनुसार पुढील कार्यवाही करण्यास मोकळी राहील. अध्यक्ष / सचिव, सहकारी गृहनिर्माण संस्था, मुंबई. (186, 812, 258, 1100)
table-cell (524, 727, 557, 738)
row-sr: 1 (267, 677, 277, 683)
row-sr: 7 (267, 716, 277, 727)
technocraft-name: Technocraft Industries (India) Limited (409, 820, 623, 834)
ganesh-logo-icon: G (266, 613, 286, 633)
table-cell: 268.65 (450, 683, 524, 689)
column-status: AUDITED (524, 671, 557, 677)
table-cell: 5,917 (397, 909, 442, 920)
table-cell: 484.63 (450, 677, 524, 683)
table-cell: 373.57 (704, 705, 737, 711)
column-header: Quarter Ended March 31, 2025 (414, 660, 450, 671)
row-sr: 7 (267, 936, 277, 942)
row-particulars: Total Comprehensive Income for the period [Comprising Profit / (Loss) for the Period (after tax) and other comprehensive income(after tax)] (277, 909, 397, 920)
table-cell: 8,497 (567, 909, 612, 920)
row-sr: 1 (267, 882, 277, 888)
table-cell: 2.52 (557, 738, 594, 744)
table-cell: 107.13 (528, 936, 567, 942)
jahir-notice-3: जाहीर नोटीस याद्वारे सर्व संबंधितांना कळविण्यात येते की, श्रीमती सुमन बाळकृष्ण पाटील या सदनिका क्र. १०४, पहिला मजला, गणेश कृपा सहकारी गृहनिर्माण संस्था मर्या. यांच्या सभासद होत्या. त्यांचे निधन झाले आहे. त्यांचे वारस यांनी संस्थेकडे भागपत्रक हस्तांतरणासाठी अर्ज केला आहे. संस्था याद्वारे हक्कदार अथवा आक्षेप असणाऱ्या व्यक्तींकडून दावे मागवित आहे. सदर सूचना प्रसिद्ध झाल्यापासून १५ दिवसांत संस्थेच्या कार्यालयात संपर्क साधावा. दिलेल्या मुदतीत दावे प्राप्त न झाल्यास संस्था उपविधीनुसार पुढील कार्यवाही करेल. (172, 410, 260, 600)
flood-para-1: ठाणे, दि. ११: बोईसर - तुंबडे येथील रहिवाशी असलेल्या एका व्यक्तीचा रस्ते अपघातात मृत्यू झाला होता. या प्रकरणी मोटार अपघात दावा न्यायाधिकरणाने मृताच्या कुटुंबाला १३ लाख रुपयांची भरपाई मंजूर केली आहे. (436, 83, 538, 121)
table-cell: (2.20) (414, 738, 450, 744)
table-cell: 29.21 (441, 936, 483, 942)
row-sr: 2 (267, 683, 277, 689)
table-cell: 204.87 (377, 683, 414, 689)
table-cell: (156.59) (414, 699, 450, 705)
table-cell: 249.50 (414, 683, 450, 689)
masthead (10, 4, 740, 18)
row-particulars: Equity Share Capital (Face value of Rs. 1/- each) (277, 711, 377, 717)
table-cell: 8,234 (567, 898, 612, 909)
row-particulars: Net Profit for the period (before tax and exceptional items) (277, 683, 377, 689)
table-cell: 956.19 (557, 677, 594, 683)
column-header: Quarter Ended 31.03.2025 Audited (612, 871, 654, 882)
table-cell (654, 925, 699, 936)
table-cell (441, 925, 483, 936)
table-cell: 4.27 (524, 743, 557, 749)
table-row (267, 898, 738, 909)
table-cell: 300.61 (524, 705, 557, 711)
table-cell: 875.25 (630, 677, 704, 683)
table-cell: 268.65 (450, 688, 524, 699)
table-cell: 11,102 (654, 888, 699, 899)
page-number: १९ (732, 4, 740, 12)
table-cell: 26,296 (698, 898, 737, 909)
table-cell: 2.19 (450, 738, 524, 744)
table-cell: 71.99 (377, 711, 414, 717)
table-cell (450, 716, 524, 727)
table-cell (414, 727, 450, 738)
table-cell (377, 716, 414, 727)
notice-body: सर्व संबंधितांना कळविण्यात येते की, फ्लॅट क्र. ४०१, चौथा मजला, इमारत क्र. ए, सोसायटी मधील सदर सदनिका ही मूळ मालक यांच्या नावे असून त्यांचे निधन झाले आहे. त्यांच्या कायदेशीर वारसांनी सदर सदनिका हस्तांतरित करण्यासाठी अर्ज केला आहे. कोणत्याही व्यक्तीस सदर सदनिकेबाबत कोणताही दावा, हरकत असल्यास त्यांनी ही सूचना प्रसिद्ध झाल्यापासून १४ दिवसांच्या आत लेखी स्वरूपात कागदोपत्री पुराव्यासह खालील पत्त्यावर संपर्क साधावा. अन्यथा असा कोणताही दावा नाही असे समजून पुढील कार्यवाही करण्यात येईल. सोसायटीचे सचिव यांच्याकडे कागदपत्रे सादर करावीत. सदर मालमत्ता ही मुक्त असल्याचे गृहीत धरले जाईल आणि व्यवहार पूर्ण केला जाईल याची नोंद घ्यावी. ठिकाण: मुंबई दिनांक: १२.०८.२०२५ ठिकाण मुंबई सचिव सोसायटी कार्यालय अॅड. वकील उच्च न्यायालय मुंबई सर्व संबंधितांनी याची नोंद घ्यावी. (265, 56, 347, 112)
